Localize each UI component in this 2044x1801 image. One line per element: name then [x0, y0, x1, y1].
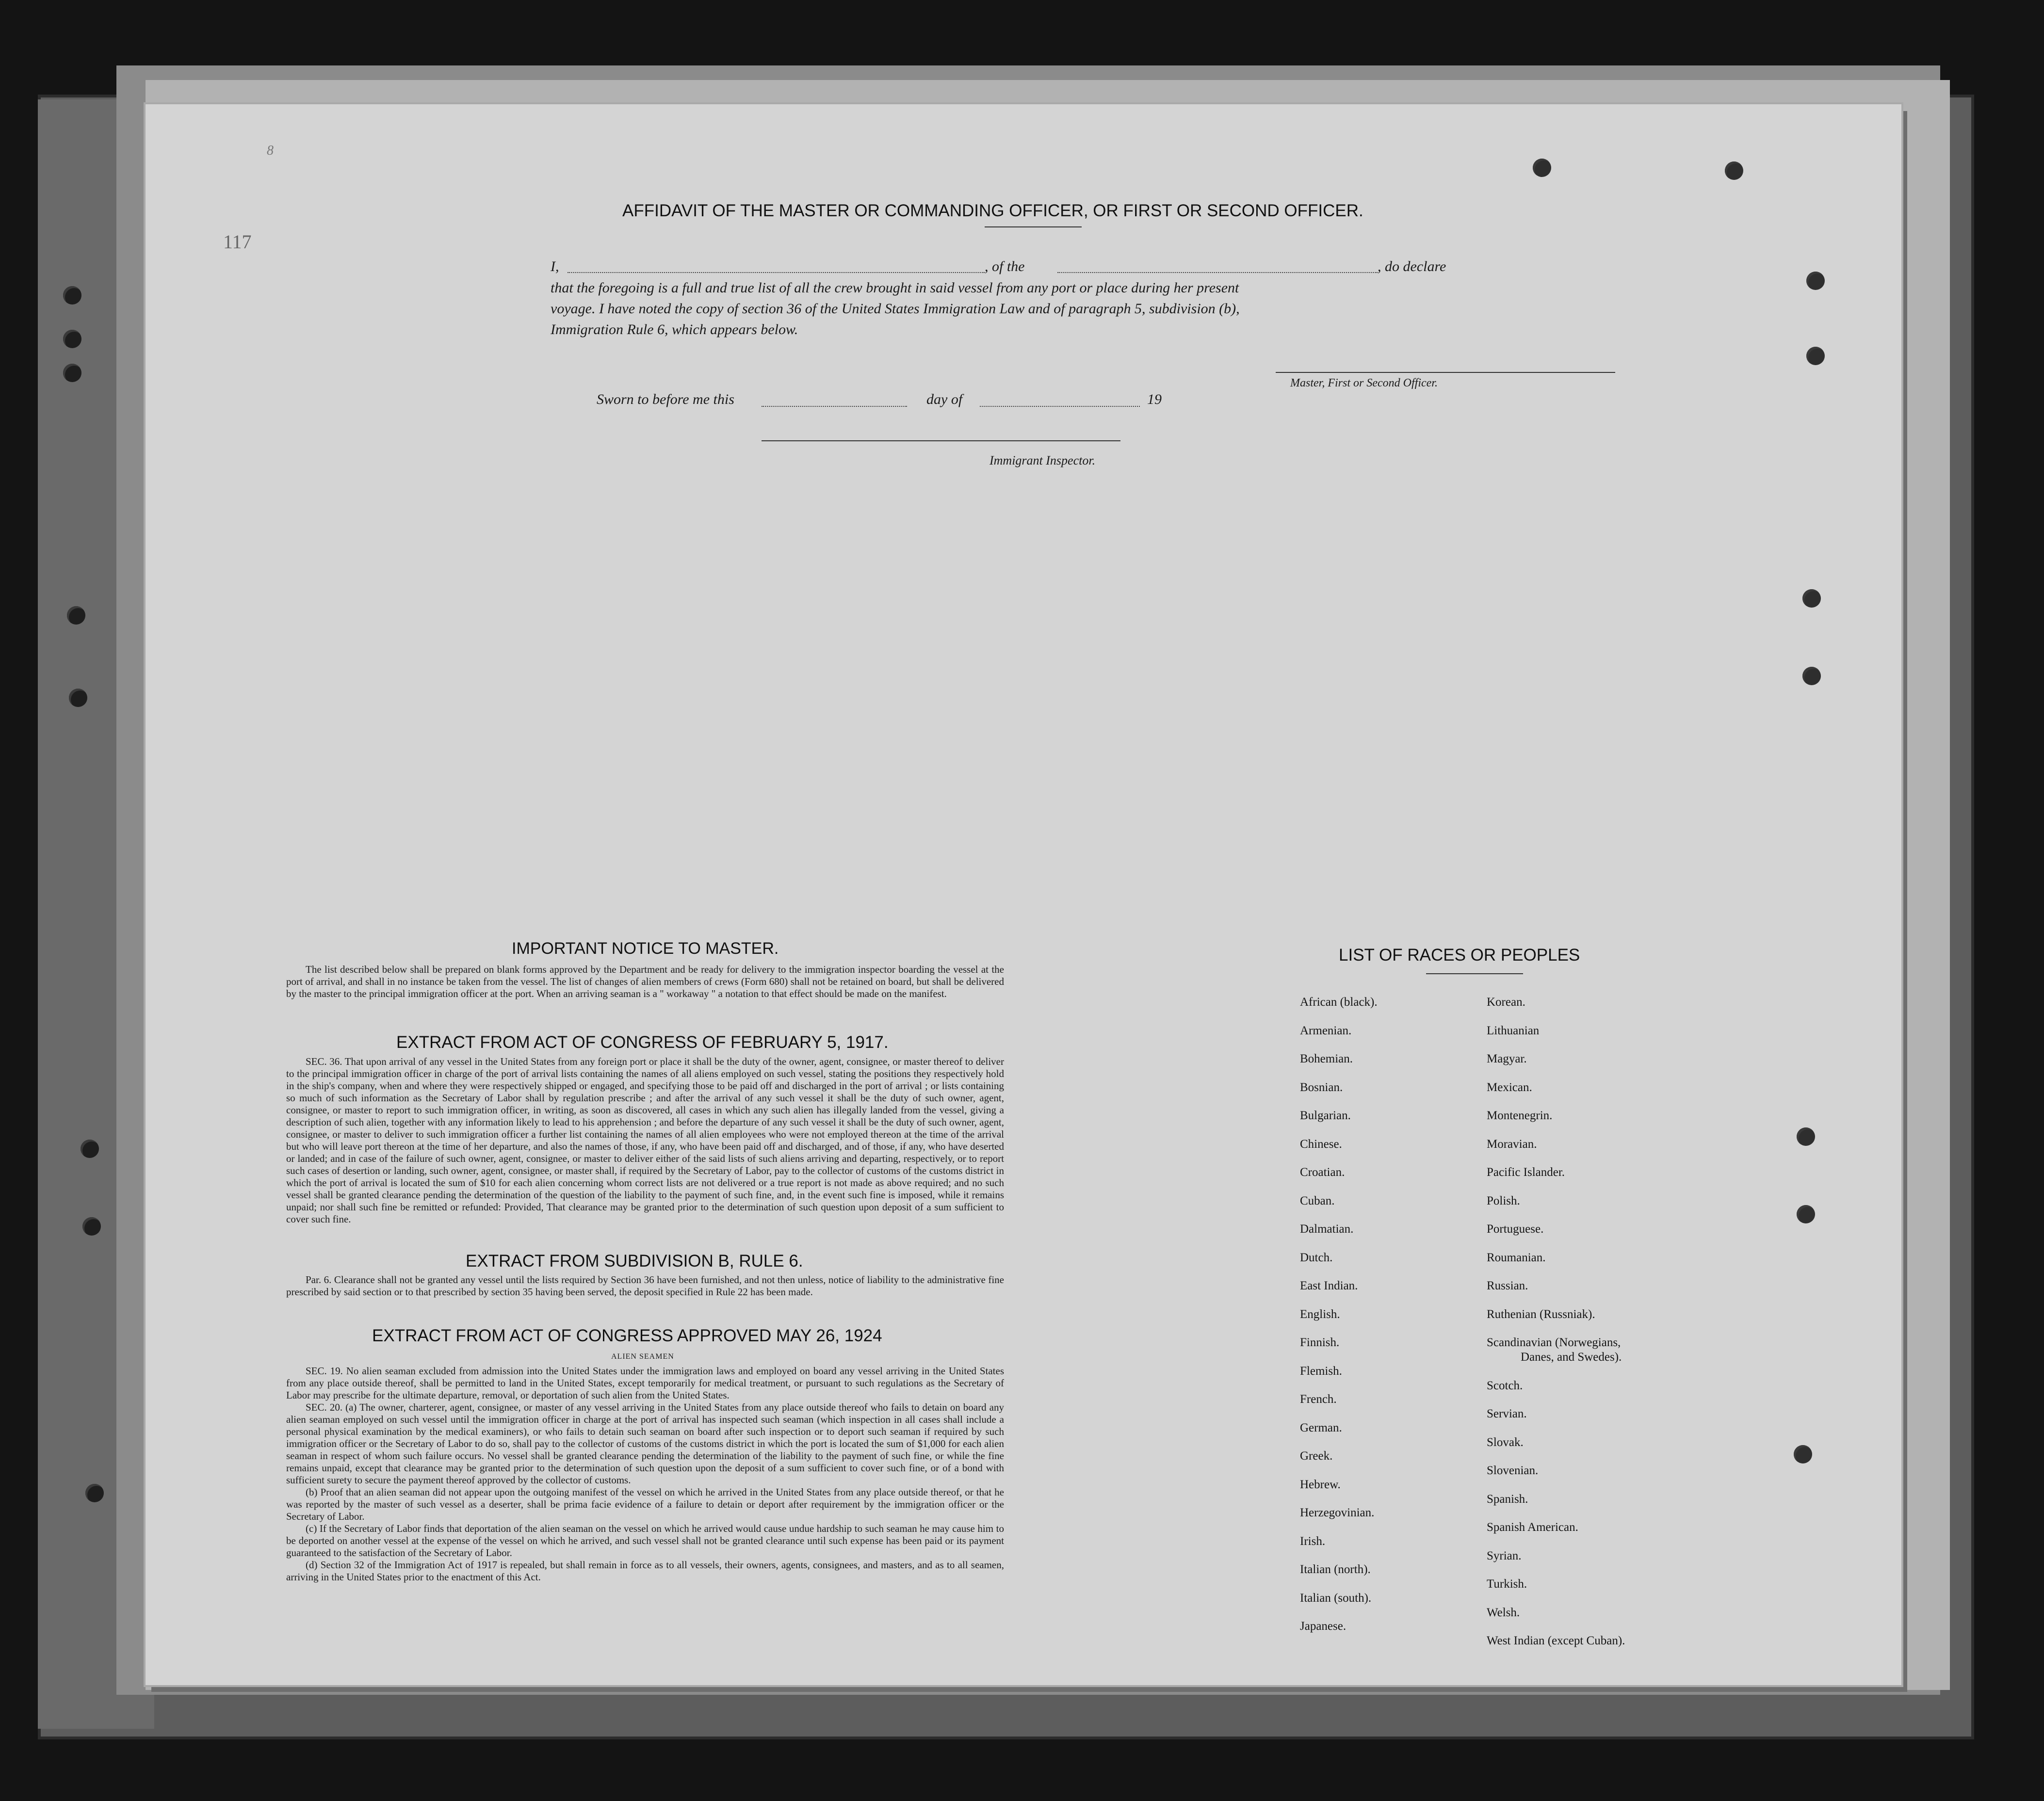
race-entry: East Indian. — [1300, 1279, 1358, 1292]
extract-1917-title: EXTRACT FROM ACT OF CONGRESS OF FEBRUARY 5, 1917. — [396, 1033, 889, 1052]
declarant-name-line[interactable] — [568, 272, 985, 273]
races-title: LIST OF RACES OR PEOPLES — [1339, 946, 1580, 965]
binding-hole — [85, 1484, 104, 1502]
affidavit-title: AFFIDAVIT OF THE MASTER OR COMMANDING OFFICER, OR FIRST OR SECOND OFFICER. — [622, 201, 1363, 220]
rule-6-title: EXTRACT FROM SUBDIVISION B, RULE 6. — [466, 1252, 803, 1270]
race-entry: German. — [1300, 1421, 1342, 1434]
extract-1924-title: EXTRACT FROM ACT OF CONGRESS APPROVED MAY 26, 1924 — [372, 1326, 882, 1345]
race-entry: Herzegovinian. — [1300, 1506, 1375, 1519]
race-entry: Scotch. — [1487, 1379, 1523, 1392]
race-entry: Japanese. — [1300, 1620, 1346, 1633]
race-entry: Pacific Islander. — [1487, 1166, 1565, 1179]
sec-20c-paragraph: (c) If the Secretary of Labor finds that deportation of the alien seaman on the vessel on which he arrived would cause undue hardship to such seaman he may cause him to be deported on another vessel at the expense of the vessel on which he arrived, and such vessel shall not be granted clearance until such expense has been paid or its payment guaranteed to the satisfaction of the Secretary of Labor. — [286, 1523, 1004, 1559]
day-of-label: day of — [926, 391, 963, 407]
sworn-month-line[interactable] — [980, 406, 1140, 407]
race-entry: Cuban. — [1300, 1194, 1335, 1207]
sec-36-paragraph: SEC. 36. That upon arrival of any vessel in the United States from any foreign port or place it shall be the duty of the owner, agent, consignee, or master thereof to deliver to the principal immigration officer in charge of the port of arrival lists containing the names of all aliens employed on such vessel, stating the positions they respectively hold in the ship's company, when and where they were respectively shipped or engaged, and specifying those to be paid off and discharged in the port of arrival ; or lists containing so much of such information as the Secretary of Labor shall by regulation prescribe ; and after the arrival of any such vessel it shall be the duty of such owner, agent, consignee, or master to report to such immigration officer, in writing, as soon as discovered, all cases in which any such alien has illegally landed from the vessel, giving a description of such alien, together with any information likely to lead to his apprehension ; and before the departure of any such vessel it shall be the duty of such owner, agent, consignee, or master to deliver to such immigration officer a further list containing the names of all alien employees who were not employed thereon at the time of the arrival but who will leave port thereon at the time of her departure, and also the names of those, if any, who have been paid off and discharged, and of those, if any, who have deserted or landed; and in case of the failure of such owner, agent, consignee, or master to deliver either of the said lists of such aliens arriving and departing, respectively, or to report such cases of desertion or landing, such owner, agent, consignee, or master shall, if required by the Secretary of Labor, pay to the collector of customs of the customs district in which the port of arrival is located the sum of $10 for each alien concerning whom correct lists are not delivered or a true report is not made as above required; and no such vessel shall be granted clearance pending the determination of the question of the liability to the payment of such fine, and, in the event such fine is imposed, while it remains unpaid; nor shall such fine be remitted or refunded: Provided, That clearance may be granted prior to the determination of such question upon deposit of a sum sufficient to cover such fine. — [286, 1056, 1004, 1225]
binding-hole — [81, 1140, 99, 1158]
race-entry: Ruthenian (Russniak). — [1487, 1307, 1595, 1321]
extract-1917-body — [286, 1056, 1004, 1225]
race-entry: Servian. — [1487, 1407, 1527, 1420]
race-entry: Bohemian. — [1300, 1052, 1353, 1065]
vessel-name-line[interactable] — [1057, 272, 1378, 273]
race-entry: Polish. — [1487, 1194, 1520, 1207]
binding-hole — [1533, 159, 1551, 177]
race-entry: English. — [1300, 1307, 1340, 1321]
declare-label: , do declare — [1378, 258, 1446, 274]
race-entry: Scandinavian (Norwegians, — [1487, 1336, 1621, 1349]
sec-20d-paragraph: (d) Section 32 of the Immigration Act of 1917 is repealed, but shall remain in force as to all vessels, their owners, agents, consignees, and masters, and as to all seamen, arriving in the United States prior to the enactment of this Act. — [286, 1559, 1004, 1583]
sec-19-paragraph: SEC. 19. No alien seaman excluded from admission into the United States under the immigration laws and employed on board any vessel arriving in the United States from any place outside thereof, shall be permitted to land in the United States, except temporarily for medical treatment, or pursuant to such regulations as the Secretary of Labor may prescribe for the ultimate departure, removal, or deportation of such alien from the United States. — [286, 1365, 1004, 1401]
binding-hole — [1802, 589, 1821, 608]
binding-hole — [1806, 347, 1825, 365]
race-entry: Flemish. — [1300, 1364, 1342, 1378]
notice-paragraph: The list described below shall be prepared on blank forms approved by the Department and be ready for delivery to the immigration inspector boarding the vessel at the port of arrival, and shall in no instance be taken from the vessel. The list of changes of alien members of crews (Form 680) shall not be retained on board, but shall be delivered by the master to the principal immigration officer at the port. When an arriving seaman is a " workaway " a notation to that effect should be made on the manifest. — [286, 964, 1004, 999]
page-mark: 8 — [267, 143, 274, 158]
race-entry: Russian. — [1487, 1279, 1528, 1292]
race-entry: Welsh. — [1487, 1606, 1520, 1619]
binding-hole — [63, 364, 81, 382]
race-entry: Armenian. — [1300, 1024, 1352, 1037]
race-entry: Bulgarian. — [1300, 1109, 1351, 1122]
race-entry: Greek. — [1300, 1449, 1333, 1463]
races-title-divider — [1426, 973, 1523, 974]
binding-hole — [1802, 667, 1821, 685]
race-entry: Irish. — [1300, 1534, 1326, 1548]
extract-1924-body — [286, 1365, 1004, 1583]
sec-20a-paragraph: SEC. 20. (a) The owner, charterer, agent, consignee, or master of any vessel arriving in the United States from any place outside thereof who fails to detain on board any alien seaman employed on such vessel until the immigration officer in charge at the port of arrival has inspected such seaman (which inspection in all cases shall include a personal physical examination by the medical examiners), or who fails to detain such seaman on board after such inspection or to deport such seaman if required by such immigration officer or the Secretary of Labor to do so, shall pay to the collector of customs of the customs district in which the port is located the sum of $1,000 for each alien seaman in respect of whom such failure occurs. No vessel shall be granted clearance pending the determination of the liability to the payment of such fine, or while the fine remains unpaid, except that clearance may be granted prior to the determination of such question upon the deposit of a sum sufficient to cover such fine, or of a bond with sufficient surety to secure the payment thereof approved by the collector of customs. — [286, 1401, 1004, 1486]
race-entry: Montenegrin. — [1487, 1109, 1553, 1122]
officer-label: Master, First or Second Officer. — [1290, 377, 1438, 389]
inspector-signature-line[interactable] — [762, 440, 1120, 441]
sec-20b-paragraph: (b) Proof that an alien seaman did not appear upon the outgoing manifest of the vessel on which he arrived in the United States from any place outside thereof, or that he was reported by the master of such vessel as a deserter, shall be prima facie evidence of a failure to detain or deport after requirement by the immigration officer or the Secretary of Labor. — [286, 1486, 1004, 1522]
race-entry: Korean. — [1487, 996, 1525, 1009]
binding-hole — [1797, 1205, 1815, 1223]
binding-hole — [82, 1217, 101, 1236]
race-entry: Lithuanian — [1487, 1024, 1540, 1037]
sworn-label: Sworn to before me this — [597, 391, 734, 407]
race-entry: Italian (south). — [1300, 1591, 1372, 1605]
race-entry: Magyar. — [1487, 1052, 1527, 1065]
binding-hole — [63, 330, 81, 348]
affidavit-line-3: voyage. I have noted the copy of section 36 of the United States Immigration Law and of paragraph 5, subdivision (b), — [551, 301, 1240, 317]
race-entry: Dalmatian. — [1300, 1222, 1354, 1236]
binding-hole — [67, 606, 85, 625]
race-entry: Slovenian. — [1487, 1464, 1539, 1477]
race-entry: Danes, and Swedes). — [1521, 1351, 1622, 1364]
race-entry: Finnish. — [1300, 1336, 1340, 1349]
binding-hole — [63, 286, 81, 305]
race-entry: Dutch. — [1300, 1251, 1333, 1264]
title-divider — [985, 226, 1082, 227]
binding-hole — [1806, 272, 1825, 290]
manifest-page — [146, 104, 1901, 1685]
sworn-date-line[interactable] — [762, 406, 907, 407]
race-entry: Bosnian. — [1300, 1080, 1343, 1094]
binding-hole — [69, 689, 87, 707]
race-entry: French. — [1300, 1393, 1337, 1406]
race-entry: Turkish. — [1487, 1577, 1527, 1591]
binding-hole — [1797, 1127, 1815, 1146]
race-entry: Slovak. — [1487, 1435, 1524, 1449]
notice-title: IMPORTANT NOTICE TO MASTER. — [512, 939, 779, 958]
race-entry: Mexican. — [1487, 1080, 1532, 1094]
race-entry: Italian (north). — [1300, 1563, 1371, 1576]
rule-6-body — [286, 1274, 1004, 1298]
race-entry: Croatian. — [1300, 1166, 1345, 1179]
race-entry: Roumanian. — [1487, 1251, 1546, 1264]
race-entry: Syrian. — [1487, 1549, 1522, 1562]
notice-body — [286, 964, 1004, 1000]
race-entry: Hebrew. — [1300, 1478, 1341, 1491]
affidavit-line-2: that the foregoing is a full and true list of all the crew brought in said vessel from any port or place during her present — [551, 280, 1239, 296]
binding-hole — [1725, 161, 1743, 180]
race-entry: Portuguese. — [1487, 1222, 1544, 1236]
race-entry: West Indian (except Cuban). — [1487, 1634, 1625, 1647]
race-entry: Moravian. — [1487, 1137, 1537, 1151]
race-entry: Spanish. — [1487, 1492, 1528, 1506]
binding-hole — [1794, 1445, 1812, 1463]
inspector-label: Immigrant Inspector. — [990, 453, 1096, 467]
extract-1924-subtitle: ALIEN SEAMEN — [611, 1352, 674, 1361]
year-label: 19 — [1147, 391, 1162, 407]
page-number: 117 — [223, 231, 252, 253]
race-entry: Spanish American. — [1487, 1521, 1578, 1534]
race-entry: African (black). — [1300, 996, 1378, 1009]
declarant-prefix: I, — [551, 258, 559, 274]
vessel-of-label: , of the — [985, 258, 1025, 274]
affidavit-line-4: Immigration Rule 6, which appears below. — [551, 322, 798, 338]
race-entry: Chinese. — [1300, 1137, 1342, 1151]
par-6-paragraph: Par. 6. Clearance shall not be granted any vessel until the lists required by Section 36 have been furnished, and not then unless, notice of liability to the administrative fine prescribed by said section or to that prescribed by section 35 having been served, the deposit specified in Rule 22 has been made. — [286, 1274, 1004, 1298]
officer-signature-line[interactable] — [1276, 372, 1615, 373]
